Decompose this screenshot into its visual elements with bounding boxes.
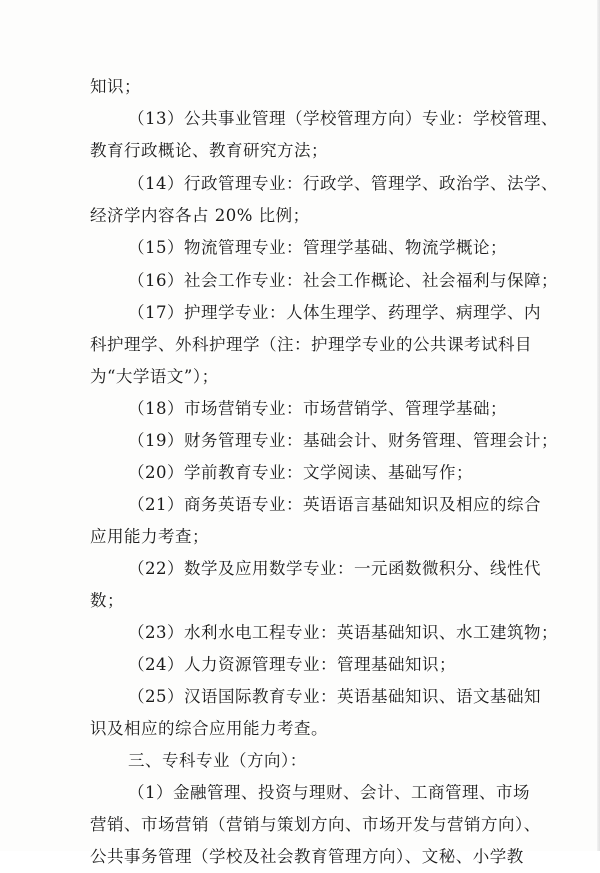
text-line: （21）商务英语专业：英语语言基础知识及相应的综合 (128, 495, 541, 514)
text-line: （25）汉语国际教育专业：英语基础知识、语文基础知 (128, 687, 541, 706)
text-line: 识及相应的综合应用能力考查。 (90, 719, 328, 738)
text-line: （22）数学及应用数学专业：一元函数微积分、线性代 (128, 559, 541, 578)
text-line: （19）财务管理专业：基础会计、财务管理、管理会计； (128, 431, 558, 450)
text-line: 公共事务管理（学校及社会教育管理方向）、文秘、小学教 (90, 847, 524, 866)
text-line: （16）社会工作专业：社会工作概论、社会福利与保障； (128, 271, 558, 290)
text-line: （24）人力资源管理专业：管理基础知识； (128, 655, 456, 674)
text-line: （13）公共事业管理（学校管理方向）专业：学校管理、 (128, 109, 558, 128)
text-line: （1）金融管理、投资与理财、会计、工商管理、市场 (128, 783, 530, 802)
text-line: （17）护理学专业：人体生理学、药理学、病理学、内 (128, 303, 541, 322)
text-line: 营销、市场营销（营销与策划方向、市场开发与营销方向）、 (90, 815, 541, 834)
text-line: 教育行政概论、教育研究方法； (90, 141, 328, 160)
text-line: （20）学前教育专业：文学阅读、基础写作； (128, 463, 473, 482)
text-line: （14）行政管理专业：行政学、管理学、政治学、法学、 (128, 174, 558, 193)
text-line: 三、专科专业（方向）： (128, 751, 307, 770)
text-line: 数； (90, 591, 124, 610)
text-line: 知识； (90, 77, 141, 96)
text-line: （23）水利水电工程专业：英语基础知识、水工建筑物； (128, 623, 558, 642)
text-line: 科护理学、外科护理学（注：护理学专业的公共课考试科目 (90, 335, 532, 354)
text-line: 为“大学语文”）； (90, 367, 219, 386)
text-line: 应用能力考查； (90, 527, 209, 546)
text-line: 经济学内容各占 20% 比例； (90, 206, 310, 225)
text-line: （18）市场营销专业：市场营销学、管理学基础； (128, 399, 507, 418)
text-line: （15）物流管理专业：管理学基础、物流学概论； (128, 238, 507, 257)
